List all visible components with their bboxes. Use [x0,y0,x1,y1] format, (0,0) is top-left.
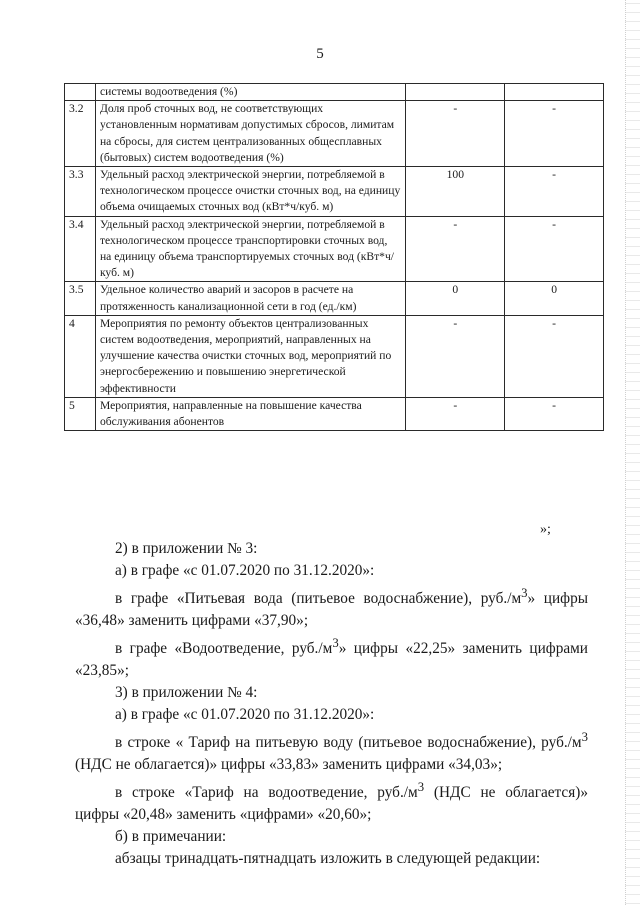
paragraph-appendix-3: 2) в приложении № 3: [115,540,258,557]
value-cell-1: - [406,315,505,397]
superscript: 3 [521,586,528,600]
row-description-cell: Доля проб сточных вод, не соответствующих установленным нормативам допустимых сбросов, лимитам на сбросы, для систем централизованных общесплавных (бытовых) систем водоотведения (%) [95,101,405,167]
paragraph-drinking-water [75,582,588,632]
amendment-text [75,538,588,870]
row-description-cell: системы водоотведения (%) [95,84,405,101]
row-description-cell: Удельный расход электрической энергии, потребляемой в технологическом процессе очистки сточных вод, на единицу объема очищаемых сточных вод (кВт*ч/куб. м) [95,167,405,217]
row-number-cell: 4 [65,315,96,397]
table-row [65,282,604,315]
row-description-cell: Удельный расход электрической энергии, потребляемой в технологическом процессе транспортировки сточных вод, на единицу объема транспортируемых сточных вод (кВт*ч/куб. м) [95,216,405,282]
text-part: » цифры «36,48» заменить цифрами «37,90»; [75,590,589,630]
text-part: в графе «Водоотведение, руб./м [115,640,333,658]
paragraph-column-period-1: а) в графе «с 01.07.2020 по 31.12.2020»: [115,562,375,579]
row-number-cell: 5 [65,397,96,430]
table-row [65,397,604,430]
row-description-cell: Мероприятия, направленные на повышение качества обслуживания абонентов [95,397,405,430]
value-cell-2: - [505,397,604,430]
paragraph-appendix-4: 3) в приложении № 4: [115,684,258,702]
value-cell-2: 0 [505,282,604,315]
value-cell-2: - [505,216,604,282]
value-cell-1: 100 [406,167,505,217]
text-part: в графе «Питьевая вода (питьевое водоснабжение), руб./м [115,590,522,608]
table-row [65,216,604,282]
row-description-cell: Удельное количество аварий и засоров в расчете на протяженность канализационной сети в год (ед./км) [95,282,405,315]
superscript: 3 [581,730,588,745]
superscript: 3 [417,780,425,795]
paragraph-tariff-drinking [75,726,588,776]
value-cell-2: - [505,315,604,397]
text-part: в строке « Тариф на питьевую воду (питьевое водоснабжение), руб./м [115,734,582,752]
value-cell-1: - [406,101,505,167]
page-number: 5 [316,46,324,62]
text-part: (НДС не облагается)» цифры «20,48» заменить «цифрами» «20,60»; [75,784,588,824]
value-cell-2: - [505,167,604,217]
value-cell-1: 0 [406,282,505,315]
value-cell-1: - [406,216,505,282]
row-description-cell: Мероприятия по ремонту объектов централизованных систем водоотведения, мероприятий, направленных на улучшение качества очистки сточных вод, мероприятий по энергосбережению и повышению энергетической эффективности [95,315,405,397]
value-cell-1: - [406,397,505,430]
table-row [65,315,604,397]
indicators-table [64,83,604,431]
text-part: (НДС не облагается)» цифры «33,83» заменить цифрами «34,03»; [75,756,503,774]
row-number-cell: 3.4 [65,216,96,282]
text-part: » цифры «22,25» заменить цифрами «23,85»; [75,640,588,680]
row-number-cell [65,84,96,101]
table-row [65,167,604,217]
superscript: 3 [332,636,339,651]
value-cell-2: - [505,101,604,167]
paragraph-abstracts: абзацы тринадцать-пятнадцать изложить в следующей редакции: [115,850,541,868]
paragraph-column-period-2: а) в графе «с 01.07.2020 по 31.12.2020»: [115,706,375,724]
paragraph-wastewater [75,632,588,682]
value-cell-1 [406,84,505,101]
table-row [65,84,604,101]
text-part: в строке «Тариф на водоотведение, руб./м [115,784,418,802]
table-row [65,101,604,167]
scan-edge-artifact [625,0,640,905]
table-body [65,84,604,431]
row-number-cell: 3.3 [65,167,96,217]
paragraph-note: б) в примечании: [115,828,227,846]
paragraph-tariff-wastewater [75,776,588,826]
row-number-cell: 3.2 [65,101,96,167]
value-cell-2 [505,84,604,101]
row-number-cell: 3.5 [65,282,96,315]
table-closing-quote: »; [540,522,551,537]
